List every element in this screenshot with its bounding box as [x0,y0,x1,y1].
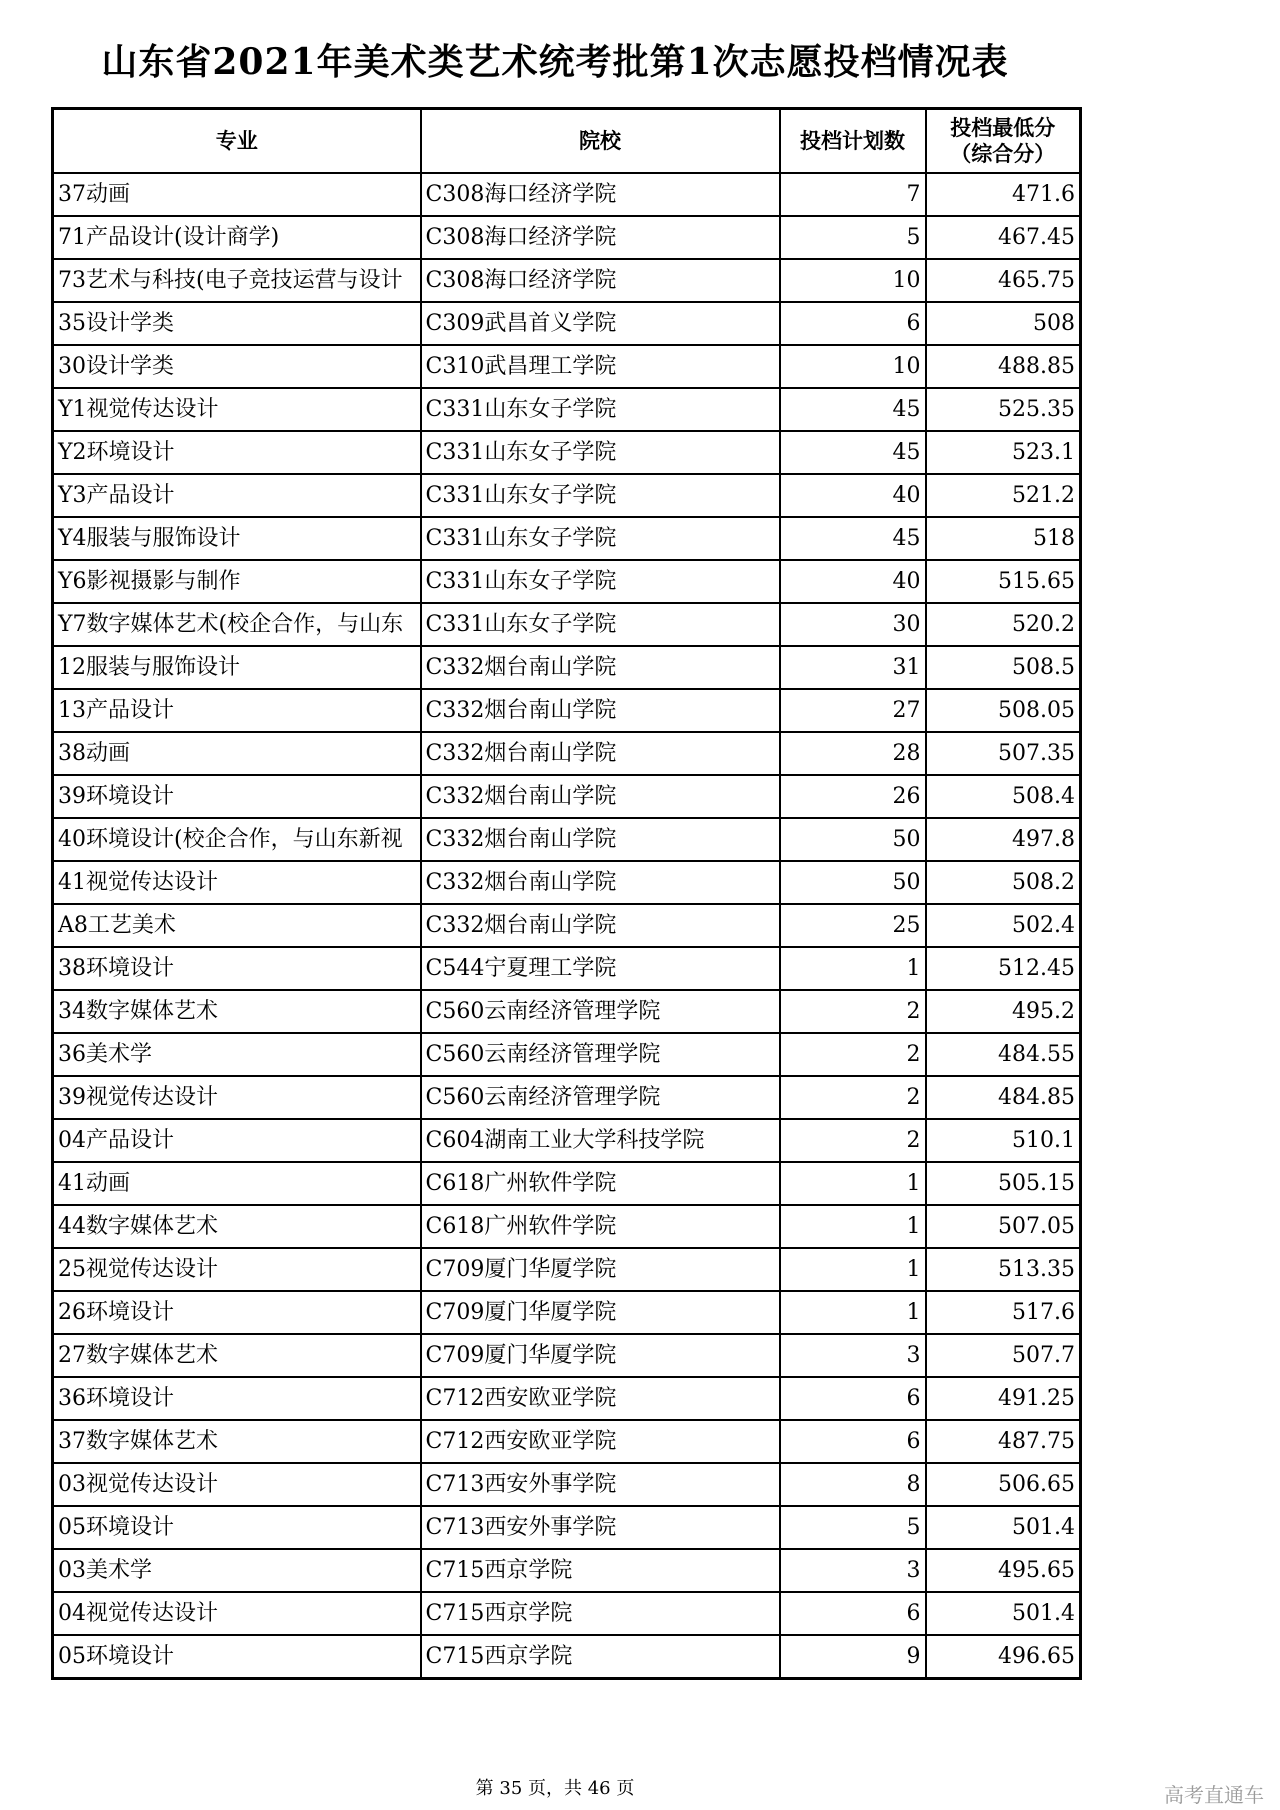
cell-min-score: 497.8 [926,818,1081,861]
table-row [53,689,1081,732]
cell-min-score: 484.85 [926,1076,1081,1119]
cell-plan-count: 9 [780,1635,926,1679]
table-body [53,173,1081,1679]
cell-major: 27数字媒体艺术 [53,1334,421,1377]
table-row [53,216,1081,259]
cell-major: 36美术学 [53,1033,421,1076]
cell-school: C712西安欧亚学院 [421,1377,780,1420]
cell-min-score: 501.4 [926,1506,1081,1549]
cell-min-score: 487.75 [926,1420,1081,1463]
cell-school: C309武昌首义学院 [421,302,780,345]
cell-school: C560云南经济管理学院 [421,990,780,1033]
cell-school: C331山东女子学院 [421,560,780,603]
cell-min-score: 508.2 [926,861,1081,904]
cell-school: C713西安外事学院 [421,1463,780,1506]
cell-min-score: 507.35 [926,732,1081,775]
cell-min-score: 520.2 [926,603,1081,646]
cell-school: C331山东女子学院 [421,517,780,560]
cell-min-score: 521.2 [926,474,1081,517]
page-title: 山东省2021年美术类艺术统考批第1次志愿投档情况表 [101,41,1009,83]
cell-plan-count: 31 [780,646,926,689]
cell-min-score: 512.45 [926,947,1081,990]
cell-school: C331山东女子学院 [421,603,780,646]
cell-plan-count: 45 [780,431,926,474]
cell-major: Y6影视摄影与制作 [53,560,421,603]
cell-major: 71产品设计(设计商学) [53,216,421,259]
table-row [53,818,1081,861]
table-row [53,1119,1081,1162]
cell-school: C712西安欧亚学院 [421,1420,780,1463]
cell-min-score: 523.1 [926,431,1081,474]
cell-plan-count: 50 [780,818,926,861]
cell-plan-count: 10 [780,345,926,388]
table-row [53,1420,1081,1463]
cell-school: C715西京学院 [421,1592,780,1635]
cell-major: 38环境设计 [53,947,421,990]
table-row [53,904,1081,947]
cell-school: C332烟台南山学院 [421,861,780,904]
table-row [53,732,1081,775]
table-row [53,1377,1081,1420]
cell-school: C331山东女子学院 [421,474,780,517]
cell-plan-count: 6 [780,302,926,345]
cell-major: 12服装与服饰设计 [53,646,421,689]
cell-major: 03视觉传达设计 [53,1463,421,1506]
table-row [53,603,1081,646]
table-row [53,775,1081,818]
table-row [53,1506,1081,1549]
cell-school: C310武昌理工学院 [421,345,780,388]
cell-major: 73艺术与科技(电子竞技运营与设计 [53,259,421,302]
cell-plan-count: 45 [780,517,926,560]
cell-plan-count: 45 [780,388,926,431]
cell-major: 40环境设计(校企合作，与山东新视 [53,818,421,861]
cell-school: C308海口经济学院 [421,259,780,302]
cell-plan-count: 2 [780,990,926,1033]
cell-min-score: 510.1 [926,1119,1081,1162]
cell-major: 04视觉传达设计 [53,1592,421,1635]
cell-school: C560云南经济管理学院 [421,1033,780,1076]
cell-plan-count: 1 [780,1291,926,1334]
admission-table [51,107,1082,1680]
table-row [53,302,1081,345]
table-row [53,173,1081,216]
cell-school: C560云南经济管理学院 [421,1076,780,1119]
cell-plan-count: 40 [780,474,926,517]
cell-min-score: 484.55 [926,1033,1081,1076]
cell-major: A8工艺美术 [53,904,421,947]
table-row [53,1205,1081,1248]
cell-school: C308海口经济学院 [421,216,780,259]
cell-min-score: 502.4 [926,904,1081,947]
cell-plan-count: 40 [780,560,926,603]
cell-major: 41动画 [53,1162,421,1205]
cell-school: C618广州软件学院 [421,1162,780,1205]
cell-school: C709厦门华厦学院 [421,1334,780,1377]
cell-min-score: 491.25 [926,1377,1081,1420]
cell-major: 30设计学类 [53,345,421,388]
cell-plan-count: 6 [780,1377,926,1420]
cell-min-score: 467.45 [926,216,1081,259]
table-row [53,1162,1081,1205]
cell-plan-count: 26 [780,775,926,818]
cell-major: Y1视觉传达设计 [53,388,421,431]
cell-min-score: 508.05 [926,689,1081,732]
cell-min-score: 513.35 [926,1248,1081,1291]
cell-school: C618广州软件学院 [421,1205,780,1248]
table-row [53,1334,1081,1377]
cell-plan-count: 1 [780,1248,926,1291]
cell-school: C332烟台南山学院 [421,732,780,775]
cell-school: C332烟台南山学院 [421,904,780,947]
table-row [53,474,1081,517]
table-row [53,990,1081,1033]
cell-min-score: 517.6 [926,1291,1081,1334]
cell-major: 13产品设计 [53,689,421,732]
cell-school: C332烟台南山学院 [421,775,780,818]
cell-major: 03美术学 [53,1549,421,1592]
cell-major: 44数字媒体艺术 [53,1205,421,1248]
cell-min-score: 518 [926,517,1081,560]
cell-school: C332烟台南山学院 [421,646,780,689]
cell-major: 26环境设计 [53,1291,421,1334]
cell-major: 38动画 [53,732,421,775]
cell-min-score: 508.4 [926,775,1081,818]
cell-school: C544宁夏理工学院 [421,947,780,990]
cell-plan-count: 50 [780,861,926,904]
cell-min-score: 507.05 [926,1205,1081,1248]
cell-school: C715西京学院 [421,1549,780,1592]
cell-major: Y3产品设计 [53,474,421,517]
cell-school: C308海口经济学院 [421,173,780,216]
cell-plan-count: 28 [780,732,926,775]
cell-plan-count: 5 [780,1506,926,1549]
table-row [53,388,1081,431]
cell-school: C713西安外事学院 [421,1506,780,1549]
cell-plan-count: 1 [780,1205,926,1248]
cell-school: C604湖南工业大学科技学院 [421,1119,780,1162]
cell-major: Y7数字媒体艺术(校企合作，与山东 [53,603,421,646]
cell-plan-count: 6 [780,1420,926,1463]
cell-plan-count: 5 [780,216,926,259]
table-row [53,1291,1081,1334]
cell-min-score: 465.75 [926,259,1081,302]
cell-major: 25视觉传达设计 [53,1248,421,1291]
cell-min-score: 508 [926,302,1081,345]
cell-plan-count: 27 [780,689,926,732]
cell-major: 05环境设计 [53,1635,421,1679]
cell-major: 37数字媒体艺术 [53,1420,421,1463]
cell-min-score: 506.65 [926,1463,1081,1506]
cell-plan-count: 2 [780,1119,926,1162]
table-row [53,1549,1081,1592]
cell-plan-count: 2 [780,1076,926,1119]
column-header-plan-count: 投档计划数 [780,109,926,174]
cell-major: 37动画 [53,173,421,216]
table-row [53,861,1081,904]
cell-school: C715西京学院 [421,1635,780,1679]
cell-major: 05环境设计 [53,1506,421,1549]
table-row [53,345,1081,388]
cell-plan-count: 1 [780,947,926,990]
table-row [53,431,1081,474]
table-header-row [53,109,1081,174]
cell-plan-count: 3 [780,1334,926,1377]
cell-major: Y4服装与服饰设计 [53,517,421,560]
cell-min-score: 495.65 [926,1549,1081,1592]
cell-min-score: 525.35 [926,388,1081,431]
cell-school: C331山东女子学院 [421,431,780,474]
cell-min-score: 501.4 [926,1592,1081,1635]
cell-plan-count: 7 [780,173,926,216]
table-row [53,947,1081,990]
cell-plan-count: 10 [780,259,926,302]
table-row [53,1076,1081,1119]
cell-major: 39视觉传达设计 [53,1076,421,1119]
column-header-min-score: 投档最低分 （综合分） [926,109,1081,174]
cell-plan-count: 1 [780,1162,926,1205]
cell-school: C709厦门华厦学院 [421,1291,780,1334]
cell-plan-count: 8 [780,1463,926,1506]
cell-school: C331山东女子学院 [421,388,780,431]
table-row [53,1248,1081,1291]
cell-major: 39环境设计 [53,775,421,818]
cell-min-score: 505.15 [926,1162,1081,1205]
cell-min-score: 471.6 [926,173,1081,216]
table-row [53,1463,1081,1506]
cell-school: C709厦门华厦学院 [421,1248,780,1291]
cell-plan-count: 3 [780,1549,926,1592]
cell-plan-count: 6 [780,1592,926,1635]
table-row [53,1635,1081,1679]
table-row [53,1033,1081,1076]
cell-school: C332烟台南山学院 [421,818,780,861]
page-number: 第 35 页，共 46 页 [475,1778,635,1799]
cell-major: 35设计学类 [53,302,421,345]
cell-major: 04产品设计 [53,1119,421,1162]
cell-major: 34数字媒体艺术 [53,990,421,1033]
cell-min-score: 495.2 [926,990,1081,1033]
cell-min-score: 496.65 [926,1635,1081,1679]
watermark: 高考直通车 [1164,1783,1264,1807]
cell-school: C332烟台南山学院 [421,689,780,732]
table-row [53,646,1081,689]
cell-min-score: 508.5 [926,646,1081,689]
column-header-school: 院校 [421,109,780,174]
cell-plan-count: 25 [780,904,926,947]
table-row [53,259,1081,302]
cell-min-score: 488.85 [926,345,1081,388]
table-row [53,560,1081,603]
column-header-major: 专业 [53,109,421,174]
cell-min-score: 515.65 [926,560,1081,603]
cell-plan-count: 30 [780,603,926,646]
table-row [53,1592,1081,1635]
table-row [53,517,1081,560]
cell-min-score: 507.7 [926,1334,1081,1377]
cell-plan-count: 2 [780,1033,926,1076]
cell-major: Y2环境设计 [53,431,421,474]
cell-major: 41视觉传达设计 [53,861,421,904]
cell-major: 36环境设计 [53,1377,421,1420]
